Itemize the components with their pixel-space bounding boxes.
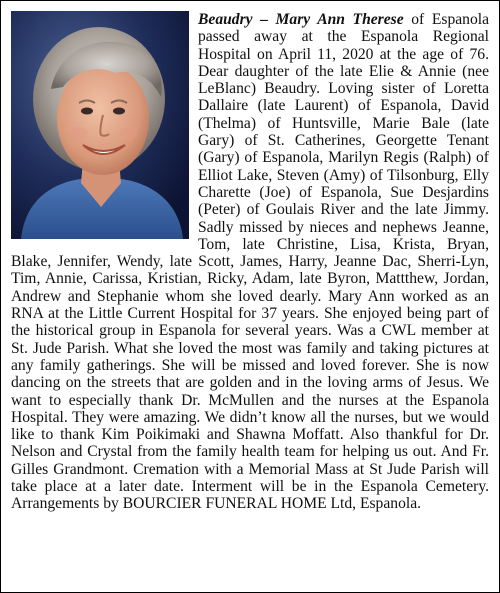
obituary-body: of Espanola passed away at the Espanola Regional Hospital on April 11, 2020 at the age of 76. Dear daughter of the late Elie & Annie (nee LeBlanc) Beaudry. Loving sister of Loretta Dallaire (late Laurent) of Espanola, David (Thelma) of Huntsville, Marie Bale (late Gary) of St. Catherines, Georgette Tenant (Gary) of Espanola, Marilyn Regis (Ralph) of Elliot Lake, Steven (Amy) of Tilsonburg, Elly Charette (Joe) of Espanola, Sue Desjardins (Peter) of Goulais River and the late Jimmy. Sadly missed by nieces and nephews Jeanne, Tom, late Christine, Lisa, Krista, Bryan, Blake, Jennifer, Wendy, late Scott, James, Harry, Jeanne Dac, Sherri-Lyn, Tim, Annie, Carissa, Kristian, Ricky, Adam, late Byron, Mattthew, Jordan, Andrew and Stephanie whom she loved dearly. Mary Ann worked as an RNA at the Little Current Hospital for 37 years. She enjoyed being part of the historical group in Espanola for several years. Was a CWL member at St. Jude Parish. What she loved the most was family and taking pictures at any family gatherings. She will be missed and loved forever. She is now dancing on the streets that are golden and in the loving arms of Jesus. We want to especially thank Dr. McMullen and the nurses at the Espanola Hospital. They were amazing. We didn’t know all the nurses, but we would like to thank Kim Poikimaki and Shawna Moffatt. Also thankful for Dr. Nelson and Crystal from the family health team for helping us out. And Fr. Gilles Grandmont. Cremation with a Memorial Mass at St Jude Parish will take place at a later date. Interment will be in the Espanola Cemetery. Arrangements by BOURCIER FUNERAL HOME Ltd, Espanola.	[11, 11, 490, 513]
portrait-photo	[11, 11, 189, 239]
deceased-name: Beaudry – Mary Ann Therese	[198, 11, 404, 28]
